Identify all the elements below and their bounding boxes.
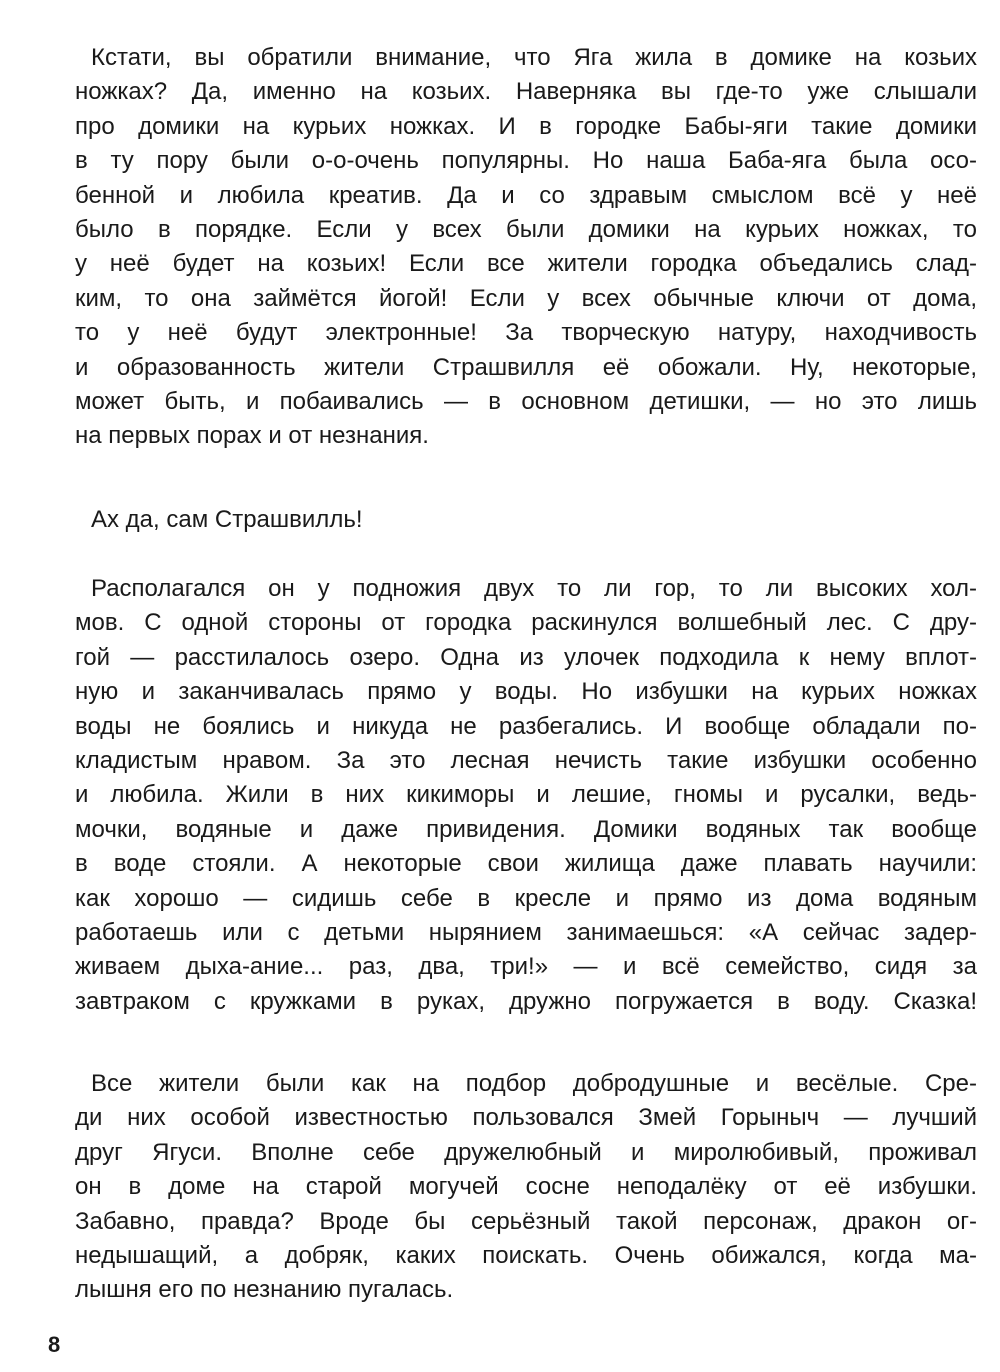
text-line: Все жители были как на подбор добродушные и весёлые. Сре- <box>91 1070 977 1097</box>
paragraph-town-description <box>75 572 977 1019</box>
text-line: воды не боялись и никуда не разбегались. И вообще обладали по- <box>75 712 977 740</box>
text-line: и любила. Жили в них кикиморы и лешие, гномы и русалки, ведь- <box>75 781 977 809</box>
text-line: ную и заканчивалась прямо у воды. Но избушки на курьих ножках <box>75 678 977 706</box>
text-line: было в порядке. Если у всех были домики на курьих ножках, то <box>75 215 977 243</box>
paragraph-strashvill-intro <box>75 503 977 537</box>
text-line: завтраком с кружками в руках, дружно погружается в воду. Сказка! <box>75 987 977 1015</box>
text-line: Располагался он у подножия двух то ли гор, то ли высоких хол- <box>91 575 977 602</box>
text-line: Кстати, вы обратили внимание, что Яга жила в домике на козьих <box>91 44 977 71</box>
text-line: кладистым нравом. За это лесная нечисть такие избушки особенно <box>75 746 977 774</box>
text-line: ди них особой известностью пользовался Змей Горыныч — лучший <box>75 1104 977 1132</box>
paragraph-residents <box>75 1067 977 1308</box>
paragraph-yaga-house <box>75 41 977 454</box>
text-line: про домики на курьих ножках. И в городке Бабы-яги такие домики <box>75 112 977 140</box>
text-line: то у неё будут электронные! За творческую натуру, находчивость <box>75 319 977 347</box>
text-line: работаешь или с детьми нырянием занимаешься: «А сейчас задер- <box>75 918 977 946</box>
text-line: может быть, и побаивались — в основном детишки, — но это лишь <box>75 387 977 415</box>
text-line: гой — расстилалось озеро. Одна из улочек подходила к нему вплот- <box>75 643 977 671</box>
text-line: на первых порах и от незнания. <box>75 422 429 450</box>
text-line: друг Ягуси. Вполне себе дружелюбный и миролюбивый, проживал <box>75 1138 977 1166</box>
text-line: Ах да, сам Страшвилль! <box>91 506 363 533</box>
text-line: как хорошо — сидишь себе в кресле и прямо из дома водяным <box>75 884 977 912</box>
text-line: мов. С одной стороны от городка раскинулся волшебный лес. С дру- <box>75 609 977 637</box>
text-line: недышащий, а добряк, каких поискать. Очень обижался, когда ма- <box>75 1241 977 1269</box>
page-number: 8 <box>48 1332 61 1357</box>
text-line: лышня его по незнанию пугалась. <box>75 1276 454 1304</box>
text-line: в воде стояли. А некоторые свои жилища даже плавать научили: <box>75 850 977 878</box>
text-line: ким, то она займётся йогой! Если у всех обычные ключи от дома, <box>75 284 977 312</box>
text-line: ножках? Да, именно на козьих. Наверняка вы где-то уже слышали <box>75 78 977 106</box>
text-line: у неё будет на козьих! Если все жители городка объедались слад- <box>75 250 977 278</box>
text-line: Забавно, правда? Вроде бы серьёзный такой персонаж, дракон ог- <box>75 1207 977 1235</box>
text-line: и образованность жители Страшвилля её обожали. Ну, некоторые, <box>75 353 977 381</box>
text-line: он в доме на старой могучей сосне неподалёку от её избушки. <box>75 1173 977 1201</box>
text-line: в ту пору были о-о-очень популярны. Но наша Баба-яга была осо- <box>75 147 977 175</box>
text-line: мочки, водяные и даже привидения. Домики водяных так вообще <box>75 815 977 843</box>
text-line: бенной и любила креатив. Да и со здравым смыслом всё у неё <box>75 181 977 209</box>
text-line: живаем дыха-ание... раз, два, три!» — и всё семейство, сидя за <box>75 953 977 981</box>
